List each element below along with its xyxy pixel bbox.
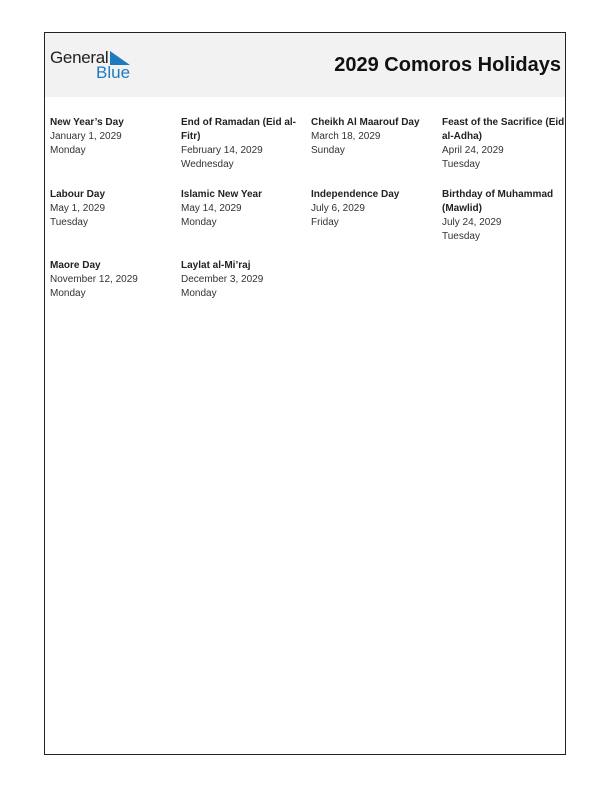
holiday-date: February 14, 2029 [181,145,263,156]
holiday-item [181,259,306,301]
holiday-name: Cheikh Al Maarouf Day [311,117,420,128]
holiday-weekday: Wednesday [181,159,234,170]
holiday-name: Laylat al-Mi’raj [181,260,251,271]
page-header [45,33,565,97]
holiday-weekday: Friday [311,217,339,228]
holiday-name: Maore Day [50,260,101,271]
holiday-weekday: Monday [50,288,86,299]
holiday-name: Birthday of Muhammad (Mawlid) [442,189,554,214]
holiday-weekday: Monday [181,217,217,228]
holiday-weekday: Tuesday [50,217,88,228]
holiday-item [311,188,436,230]
holiday-weekday: Tuesday [442,231,480,242]
holiday-name: End of Ramadan (Eid al-Fitr) [181,117,297,142]
holiday-date: July 6, 2029 [311,203,365,214]
logo-general-text: General [50,48,109,67]
holiday-name: Labour Day [50,189,106,200]
holiday-item [50,259,175,301]
generalblue-logo [50,48,140,84]
holiday-date: July 24, 2029 [442,217,502,228]
page-title: 2029 Comoros Holidays [334,54,561,76]
holiday-date: December 3, 2029 [181,274,264,285]
holiday-date: March 18, 2029 [311,131,381,142]
holiday-item [50,116,175,158]
holiday-name: Islamic New Year [181,189,262,200]
holiday-weekday: Monday [50,145,86,156]
holiday-item [311,116,436,158]
logo-blue-text: Blue [96,63,131,82]
holiday-item [181,116,306,172]
holiday-name: Independence Day [311,189,400,200]
holiday-weekday: Tuesday [442,159,480,170]
holiday-date: November 12, 2029 [50,274,138,285]
holiday-date: January 1, 2029 [50,131,122,142]
holiday-item [442,116,567,172]
holiday-weekday: Monday [181,288,217,299]
holiday-date: April 24, 2029 [442,145,504,156]
holiday-item [442,188,567,244]
holiday-weekday: Sunday [311,145,345,156]
holiday-item [181,188,306,230]
holiday-date: May 1, 2029 [50,203,106,214]
holiday-item [50,188,175,230]
holiday-date: May 14, 2029 [181,203,242,214]
holiday-name: New Year’s Day [50,117,124,128]
calendar-page [44,32,566,755]
holiday-name: Feast of the Sacrifice (Eid al-Adha) [442,117,565,142]
